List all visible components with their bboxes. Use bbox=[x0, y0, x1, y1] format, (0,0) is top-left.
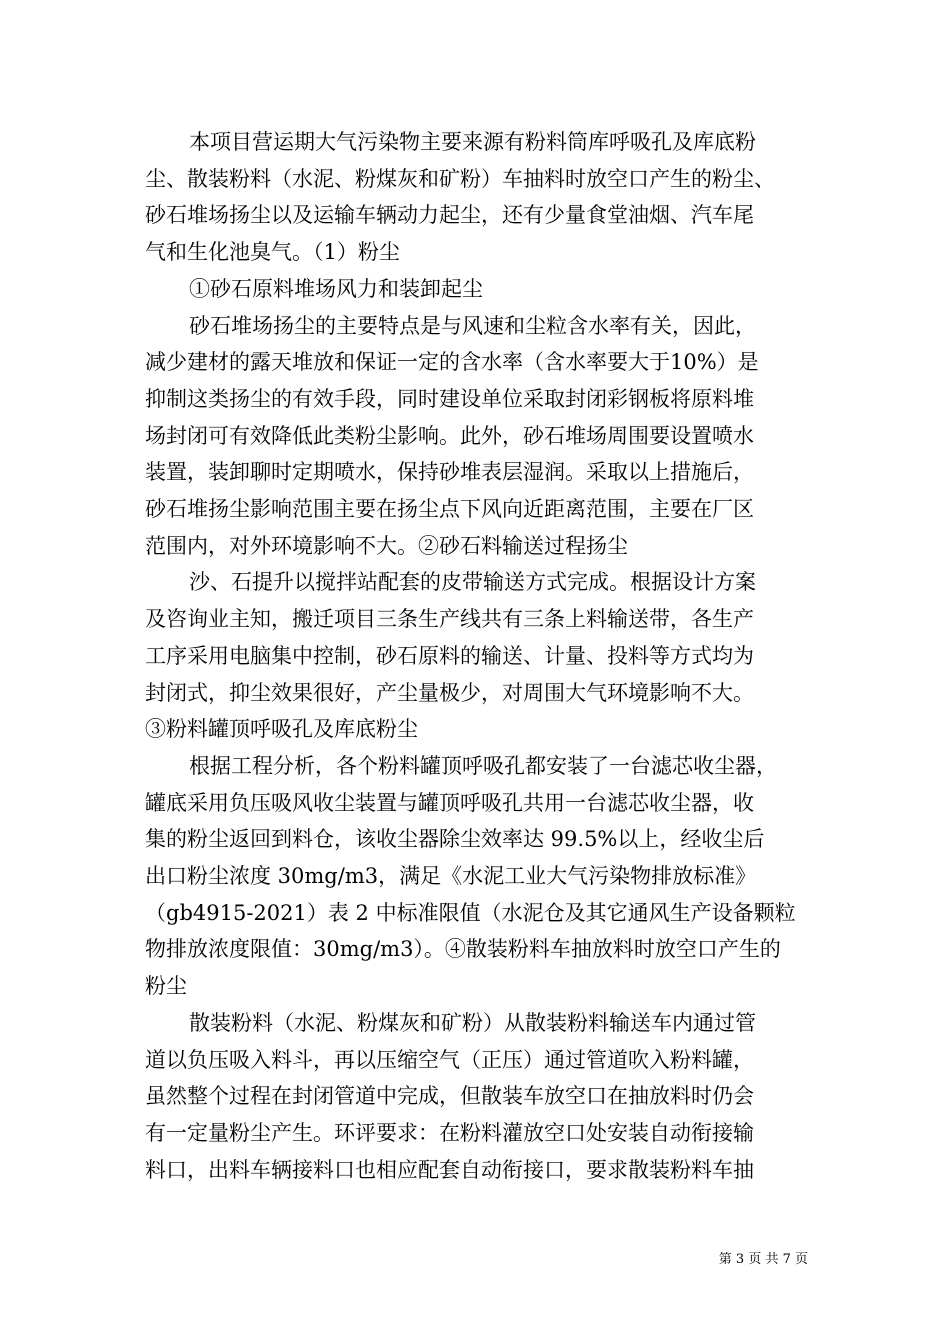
text-line: 及咨询业主知，搬迁项目三条生产线共有三条上料输送带，各生产 bbox=[145, 607, 754, 632]
text-line: 本项目营运期大气污染物主要来源有粉料筒库呼吸孔及库底粉 bbox=[189, 130, 756, 154]
paragraph bbox=[145, 1005, 811, 1189]
paragraph bbox=[145, 124, 811, 271]
text-line: （gb4915-2021）表 2 中标准限值（水泥仓及其它通风生产设备颗粒 bbox=[145, 900, 796, 925]
text-line: 尘、散装粉料（水泥、粉煤灰和矿粉）车抽料时放空口产生的粉尘、 bbox=[145, 166, 775, 191]
text-line: 料口，出料车辆接料口也相应配套自动衔接口，要求散装粉料车抽 bbox=[145, 1157, 754, 1182]
text-line: 物排放浓度限值：30mg/m3）。④散装粉料车抽放料时放空口产生的 bbox=[145, 937, 781, 962]
section-heading: ①砂石原料堆场风力和装卸起尘 bbox=[189, 276, 483, 301]
text-line: 集的粉尘返回到料仓，该收尘器除尘效率达 99.5%以上，经收尘后 bbox=[145, 827, 765, 852]
text-line: 道以负压吸入料斗，再以压缩空气（正压）通过管道吹入粉料罐， bbox=[145, 1047, 754, 1072]
text-line: 抑制这类扬尘的有效手段，同时建设单位采取封闭彩钢板将原料堆 bbox=[145, 386, 754, 411]
text-line: 虽然整个过程在封闭管道中完成，但散装车放空口在抽放料时仍会 bbox=[145, 1084, 754, 1109]
document-body bbox=[145, 124, 811, 1188]
text-line: 砂石堆场扬尘的主要特点是与风速和尘粒含水率有关，因此， bbox=[189, 313, 756, 338]
text-line: 出口粉尘浓度 30mg/m3，满足《水泥工业大气污染物排放标准》 bbox=[145, 864, 757, 889]
text-line: 根据工程分析，各个粉料罐顶呼吸孔都安装了一台滤芯收尘器， bbox=[189, 753, 777, 778]
paragraph bbox=[145, 748, 811, 1005]
text-line: 场封闭可有效降低此类粉尘影响。此外，砂石堆场周围要设置喷水 bbox=[145, 423, 754, 448]
paragraph bbox=[145, 271, 811, 308]
text-line: 砂石堆场扬尘以及运输车辆动力起尘，还有少量食堂油烟、汽车尾 bbox=[145, 203, 754, 228]
text-line: 有一定量粉尘产生。环评要求：在粉料灌放空口处安装自动衔接输 bbox=[145, 1120, 754, 1145]
text-line: 工序采用电脑集中控制，砂石原料的输送、计量、投料等方式均为 bbox=[145, 643, 754, 668]
text-line: 封闭式，抑尘效果很好，产尘量极少，对周围大气环境影响不大。 bbox=[145, 680, 754, 705]
text-line: ③粉料罐顶呼吸孔及库底粉尘 bbox=[145, 717, 418, 742]
text-line: 沙、石提升以搅拌站配套的皮带输送方式完成。根据设计方案 bbox=[189, 570, 756, 595]
text-line: 罐底采用负压吸风收尘装置与罐顶呼吸孔共用一台滤芯收尘器，收 bbox=[145, 790, 754, 815]
paragraph bbox=[145, 308, 811, 565]
paragraph bbox=[145, 564, 811, 748]
text-line: 散装粉料（水泥、粉煤灰和矿粉）从散装粉料输送车内通过管 bbox=[189, 1010, 756, 1035]
text-line: 范围内，对外环境影响不大。②砂石料输送过程扬尘 bbox=[145, 533, 628, 558]
page-number: 第 3 页 共 7 页 bbox=[718, 1252, 808, 1267]
text-line: 减少建材的露天堆放和保证一定的含水率（含水率要大于10%）是 bbox=[145, 350, 759, 375]
text-line: 气和生化池臭气。（1）粉尘 bbox=[145, 240, 400, 265]
text-line: 粉尘 bbox=[145, 974, 187, 999]
text-line: 装置，装卸聊时定期喷水，保持砂堆表层湿润。采取以上措施后， bbox=[145, 460, 754, 485]
text-line: 砂石堆扬尘影响范围主要在扬尘点下风向近距离范围，主要在厂区 bbox=[145, 497, 754, 522]
